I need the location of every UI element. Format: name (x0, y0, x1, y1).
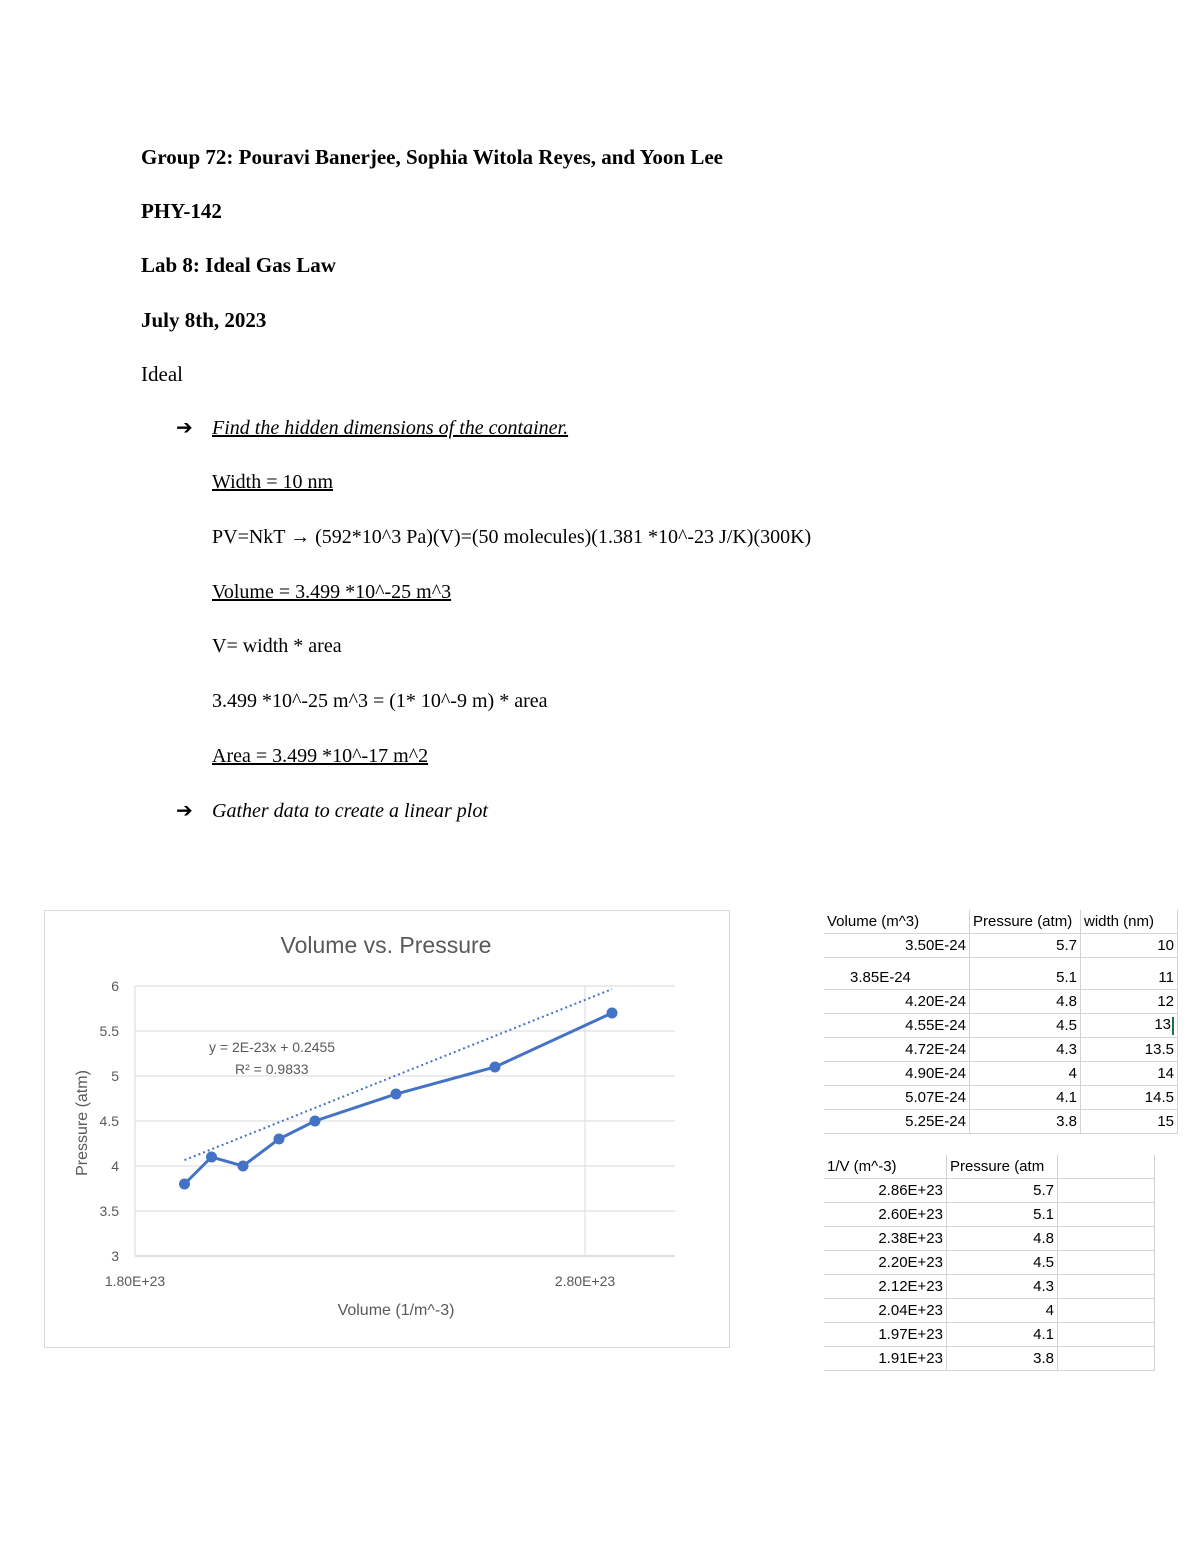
cell-value: 4.8 (1033, 1230, 1054, 1247)
cell-value: 5.7 (1056, 937, 1077, 954)
column-header[interactable]: Pressure (atm) (970, 910, 1081, 934)
cell-value: 13 (1154, 1016, 1171, 1034)
table-row (824, 1227, 1155, 1251)
volume-pressure-chart (44, 910, 730, 1348)
area-calc-line: 3.499 *10^-25 m^3 = (1* 10^-9 m) * area (212, 690, 548, 712)
table-row (824, 1014, 1178, 1038)
empty-cell[interactable] (1058, 1347, 1155, 1371)
table-row (824, 1179, 1155, 1203)
cell-value: 3.8 (1056, 1113, 1077, 1130)
cell-value: 3.85E-24 (850, 969, 911, 986)
table-cell[interactable] (824, 1203, 947, 1227)
lab-title: Lab 8: Ideal Gas Law (141, 253, 336, 277)
table-row (824, 934, 1178, 958)
cell-value: 11 (1158, 969, 1174, 986)
volume-pressure-width-table (824, 910, 1178, 1134)
inverse-volume-pressure-table (824, 1155, 1155, 1371)
gridlines (135, 986, 675, 1256)
cell-value: 1.91E+23 (878, 1350, 943, 1367)
table-row (824, 990, 1178, 1014)
y-tick-label: 5.5 (99, 1023, 119, 1039)
table-row (824, 1323, 1155, 1347)
table-cell[interactable] (824, 1062, 970, 1086)
data-point (391, 1089, 402, 1100)
cell-value: 1.97E+23 (878, 1326, 943, 1343)
task-2-heading: Gather data to create a linear plot (212, 800, 488, 822)
table-cell[interactable] (970, 934, 1081, 958)
table-cell[interactable] (824, 1227, 947, 1251)
table-cell[interactable] (824, 1110, 970, 1134)
cell-value: 5.25E-24 (905, 1113, 966, 1130)
cell-value: 4.20E-24 (905, 993, 966, 1010)
table-cell[interactable] (824, 1179, 947, 1203)
table-cell[interactable] (947, 1323, 1058, 1347)
table-cell[interactable] (947, 1275, 1058, 1299)
cell-value: 5.07E-24 (905, 1089, 966, 1106)
data-point (310, 1116, 321, 1127)
table-cell[interactable] (1081, 1086, 1178, 1110)
cell-cursor-indicator (1172, 1017, 1174, 1035)
cell-value: 2.20E+23 (878, 1254, 943, 1271)
table-cell[interactable] (824, 1347, 947, 1371)
section-label: Ideal (141, 362, 183, 386)
table-cell[interactable] (824, 990, 970, 1014)
table-cell[interactable] (970, 1038, 1081, 1062)
chart-title: Volume vs. Pressure (280, 932, 492, 958)
y-tick-label: 5 (111, 1068, 119, 1084)
cell-value: 4.1 (1056, 1089, 1077, 1106)
cell-value: 4.8 (1056, 993, 1077, 1010)
table-cell[interactable] (824, 1299, 947, 1323)
table-cell[interactable] (947, 1347, 1058, 1371)
column-header[interactable]: width (nm) (1081, 910, 1178, 934)
cell-value: 2.86E+23 (878, 1182, 943, 1199)
trendline-equation: y = 2E-23x + 0.2455 (209, 1039, 336, 1055)
table-row (824, 1086, 1178, 1110)
group-line: Group 72: Pouravi Banerjee, Sophia Witola Reyes, and Yoon Lee (141, 145, 724, 169)
y-tick-label: 6 (111, 978, 119, 994)
cell-value: 13.5 (1144, 1041, 1174, 1058)
table-cell[interactable] (947, 1179, 1058, 1203)
cell-value: 10 (1157, 937, 1174, 954)
cell-value: 14 (1157, 1065, 1174, 1082)
cell-value: 4.3 (1056, 1041, 1077, 1058)
y-axis-label: Pressure (atm) (74, 1070, 91, 1176)
table-row (824, 1275, 1155, 1299)
data-point (274, 1134, 285, 1145)
empty-cell[interactable] (1058, 1323, 1155, 1347)
trendline-r-squared: R² = 0.9833 (235, 1061, 309, 1077)
table-row (824, 966, 1178, 990)
table-cell[interactable] (970, 1014, 1081, 1038)
cell-value: 2.38E+23 (878, 1230, 943, 1247)
table-cell[interactable] (947, 1251, 1058, 1275)
y-tick-label: 4.5 (99, 1113, 119, 1129)
data-point (607, 1008, 618, 1019)
arrow-bullet-icon: ➔ (176, 417, 193, 439)
task-1-heading: Find the hidden dimensions of the container. (212, 417, 569, 439)
table-cell[interactable] (824, 934, 970, 958)
table-cell[interactable] (824, 1251, 947, 1275)
table-cell[interactable] (1081, 966, 1178, 990)
x-tick-label: 2.80E+23 (554, 1273, 616, 1289)
cell-value: 15 (1157, 1113, 1174, 1130)
empty-cell[interactable] (1058, 1251, 1155, 1275)
table-cell[interactable] (1081, 990, 1178, 1014)
table-row (824, 1347, 1155, 1371)
cell-value: 3.8 (1033, 1350, 1054, 1367)
cell-value: 12 (1157, 993, 1174, 1010)
cell-value: 5.1 (1033, 1206, 1054, 1223)
table-cell[interactable] (824, 1038, 970, 1062)
table-cell[interactable] (947, 1203, 1058, 1227)
cell-value: 4.5 (1033, 1254, 1054, 1271)
empty-cell[interactable] (1058, 1275, 1155, 1299)
table-row (824, 1299, 1155, 1323)
cell-value: 4.55E-24 (905, 1017, 966, 1034)
y-tick-label: 4 (111, 1158, 119, 1174)
volume-equation-line: V= width * area (212, 635, 342, 657)
table-cell[interactable] (970, 1062, 1081, 1086)
data-point (179, 1179, 190, 1190)
x-tick-label: 1.80E+23 (104, 1273, 166, 1289)
table-cell[interactable] (824, 966, 970, 990)
table-cell[interactable] (970, 1086, 1081, 1110)
course-line: PHY-142 (141, 199, 222, 223)
table-row (824, 1038, 1178, 1062)
cell-value: 5.1 (1056, 969, 1077, 986)
table-cell[interactable] (1081, 1038, 1178, 1062)
width-line: Width = 10 nm (212, 471, 334, 493)
table-cell[interactable] (824, 1323, 947, 1347)
chart-svg (45, 911, 729, 1347)
empty-cell[interactable] (1058, 1203, 1155, 1227)
empty-cell[interactable] (1058, 1227, 1155, 1251)
pv-equation-line: PV=NkT → (592*10^3 Pa)(V)=(50 molecules)(1.381 *10^-23 J/K)(300K) (212, 526, 812, 548)
table-cell[interactable] (1081, 934, 1178, 958)
table-cell[interactable] (970, 990, 1081, 1014)
table-header-row (824, 910, 1178, 934)
spacer-row (824, 958, 1178, 967)
table-cell[interactable] (1081, 1110, 1178, 1134)
cell-value: 4.1 (1033, 1326, 1054, 1343)
cell-value: 4.5 (1056, 1017, 1077, 1034)
volume-line: Volume = 3.499 *10^-25 m^3 (212, 581, 452, 603)
column-header[interactable]: Pressure (atm (947, 1155, 1058, 1179)
area-line: Area = 3.499 *10^-17 m^2 (212, 745, 429, 767)
cell-value: 2.04E+23 (878, 1302, 943, 1319)
table-cell[interactable] (947, 1299, 1058, 1323)
cell-value: 5.7 (1033, 1182, 1054, 1199)
empty-cell[interactable] (1058, 1179, 1155, 1203)
table-cell[interactable] (824, 1275, 947, 1299)
y-tick-label: 3.5 (99, 1203, 119, 1219)
table-cell[interactable] (824, 1014, 970, 1038)
table-row (824, 1110, 1178, 1134)
table-cell[interactable] (947, 1227, 1058, 1251)
cell-value: 4.90E-24 (905, 1065, 966, 1082)
table-header-row (824, 1155, 1155, 1179)
empty-cell[interactable] (1058, 1155, 1155, 1179)
cell-value: 4.3 (1033, 1278, 1054, 1295)
axes (100, 978, 616, 1289)
date-line: July 8th, 2023 (141, 308, 267, 332)
data-point (206, 1152, 217, 1163)
arrow-bullet-icon: ➔ (176, 800, 193, 822)
table-cell[interactable] (970, 966, 1081, 990)
table-cell[interactable] (970, 1110, 1081, 1134)
table-cell[interactable] (824, 1086, 970, 1110)
cell-value: 4.72E-24 (905, 1041, 966, 1058)
data-point (238, 1161, 249, 1172)
column-header[interactable]: 1/V (m^-3) (824, 1155, 947, 1179)
cell-value: 3.50E-24 (905, 937, 966, 954)
column-header[interactable]: Volume (m^3) (824, 910, 970, 934)
empty-cell[interactable] (1058, 1299, 1155, 1323)
table-row (824, 1062, 1178, 1086)
data-series (179, 1008, 618, 1190)
table-row (824, 1203, 1155, 1227)
table-cell[interactable] (1081, 1062, 1178, 1086)
cell-value: 2.12E+23 (878, 1278, 943, 1295)
table-cell[interactable] (1081, 1014, 1178, 1038)
y-tick-label: 3 (111, 1248, 119, 1264)
cell-value: 4 (1068, 1065, 1077, 1082)
cell-value: 4 (1045, 1302, 1054, 1319)
x-axis-label: Volume (1/m^-3) (337, 1302, 455, 1319)
data-point (490, 1062, 501, 1073)
cell-value: 14.5 (1144, 1089, 1174, 1106)
table-row (824, 1251, 1155, 1275)
cell-value: 2.60E+23 (878, 1206, 943, 1223)
